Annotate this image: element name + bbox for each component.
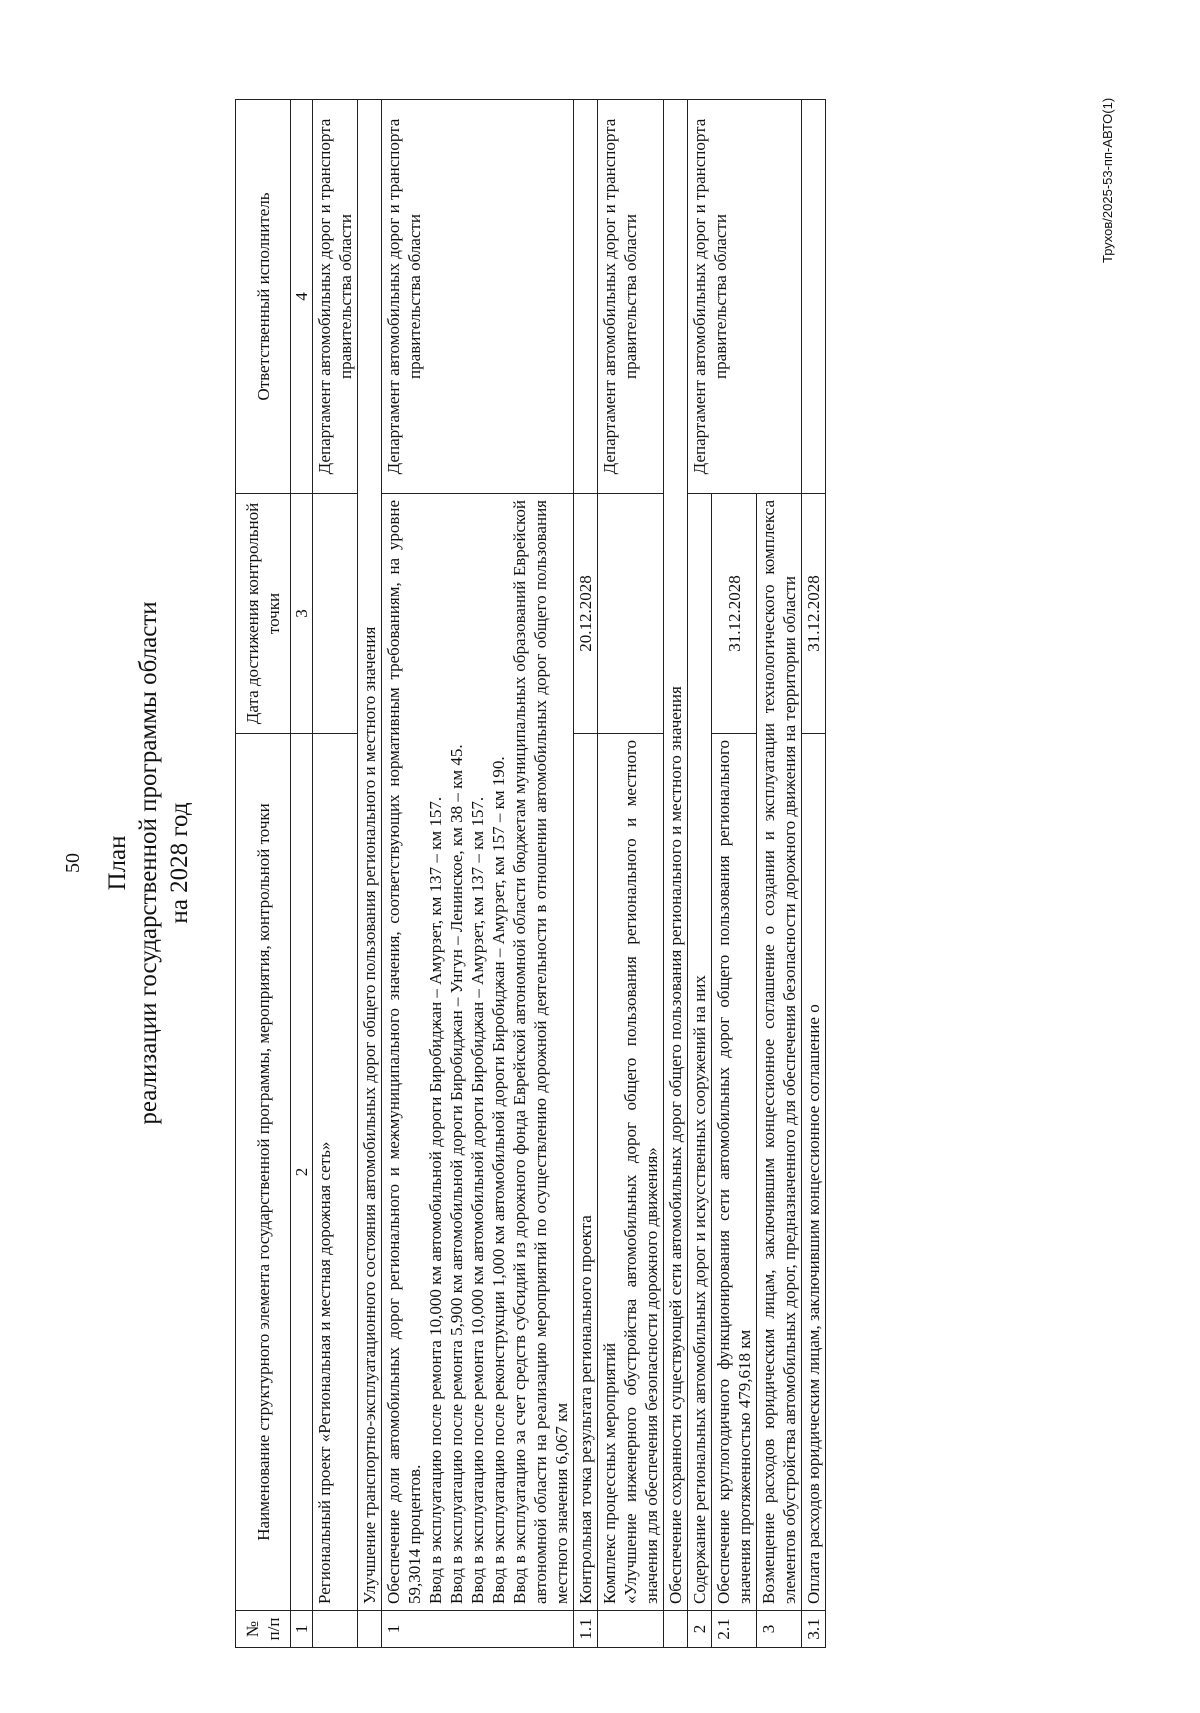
cell-empty	[313, 494, 358, 734]
row-1-1-date: 20.12.2028	[574, 494, 598, 734]
row-number: 3.1	[802, 1611, 826, 1648]
row-1-para-2: Ввод в эксплуатацию после ремонта 10,000 км автомобильной дороги Биробиджан – Амурзет, км 137 – км 157.	[426, 796, 445, 1604]
row-number: 2	[688, 1611, 712, 1648]
cell-empty	[598, 494, 664, 734]
row-3-name: Возмещение расходов юридическим лицам, заключившим концессионное соглашение о создании и эксплуатации технологического комплекса элементов обустройства автомобильных дорог, предназначенного для обеспечения безопасности дорожного движения на территории области	[757, 494, 802, 1611]
row-2-exec: Департамент автомобильных дорог и транспорта правительства области	[688, 100, 802, 494]
plan-table	[235, 99, 826, 1648]
row-1-content	[382, 494, 574, 1611]
cell-empty	[598, 1611, 664, 1648]
row-number: 3	[757, 1611, 802, 1648]
cell-empty	[802, 100, 826, 494]
row-number: 1.1	[574, 1611, 598, 1648]
title-line-1: План	[104, 835, 131, 891]
table-row-project	[313, 100, 358, 1648]
complex-exec: Департамент автомобильных дорог и транспорта правительства области	[598, 100, 664, 494]
row-1-exec: Департамент автомобильных дорог и транспорта правительства области	[382, 100, 574, 494]
cell-empty	[664, 1611, 688, 1648]
table-row-1-1	[574, 100, 598, 1648]
header-date: Дата достижения контрольной точки	[236, 494, 291, 734]
row-2-1-name: Обеспечение круглогодичного функционирования сети автомобильных дорог общего пользования регионального значения протяженностью 479,618 км	[712, 734, 757, 1611]
header-name: Наименование структурного элемента государственной программы, мероприятия, контрольной точки	[236, 734, 291, 1611]
table-row-3-1	[802, 100, 826, 1648]
project-exec: Департамент автомобильных дорог и транспорта правительства области	[313, 100, 358, 494]
row-1-1-name: Контрольная точка результата регионального проекта	[574, 734, 598, 1611]
table-row-goal1	[358, 100, 382, 1648]
row-1-para-3: Ввод в эксплуатацию после ремонта 5,900 км автомобильной дороги Биробиджан – Унгун – Ленинское, км 38 – км 45.	[447, 744, 466, 1604]
row-number: 2.1	[712, 1611, 757, 1648]
complex-name-line-2: «Улучшение инженерного обустройства автомобильных дорог общего пользования регионального и местного значения для обеспечения безопасности дорожного движения»	[621, 740, 661, 1604]
row-3-1-date: 31.12.2028	[802, 494, 826, 734]
table-row-2	[688, 100, 712, 1648]
col-number-1: 1	[291, 1611, 313, 1648]
row-3-1-name: Оплата расходов юридическим лицам, заключившим концессионное соглашение о	[802, 734, 826, 1611]
row-1-para-5: Ввод в эксплуатацию после реконструкции 1,000 км автомобильной дороги Биробиджан – Амурзет, км 157 – км 190.	[489, 756, 508, 1604]
row-number: 1	[382, 1611, 574, 1648]
col-number-2: 2	[291, 734, 313, 1611]
title-line-3: на 2028 год	[166, 802, 193, 924]
project-name: Региональный проект «Региональная и местная дорожная сеть»	[313, 734, 358, 1611]
document-footer: Трухов/2025-53-пп-АВТО(1)	[1100, 97, 1115, 263]
table-row-complex	[598, 100, 664, 1648]
goal2-text: Обеспечение сохранности существующей сети автомобильных дорог общего пользования регионального и местного значения	[664, 100, 688, 1611]
header-exec: Ответственный исполнитель	[236, 100, 291, 494]
header-num: № п/п	[236, 1611, 291, 1648]
page-title	[102, 313, 195, 1413]
table-row-1	[382, 100, 574, 1648]
row-2-name: Содержание региональных автомобильных дорог и искусственных сооружений на них	[688, 494, 712, 1611]
col-number-3: 3	[291, 494, 313, 734]
cell-empty	[358, 1611, 382, 1648]
column-number-row	[291, 100, 313, 1648]
cell-empty	[313, 1611, 358, 1648]
complex-name-line-1: Комплекс процессных мероприятий	[600, 1342, 619, 1604]
row-1-para-4: Ввод в эксплуатацию после ремонта 10,000 км автомобильной дороги Биробиджан – Амурзет, км 137 – км 157.	[468, 796, 487, 1604]
col-number-4: 4	[291, 100, 313, 494]
cell-empty	[574, 100, 598, 494]
goal1-text: Улучшение транспортно-эксплуатационного состояния автомобильных дорог общего пользования регионального и местного значения	[358, 100, 382, 1611]
header-row	[236, 100, 291, 1648]
row-1-para-1: Обеспечение доли автомобильных дорог регионального и межмуниципального значения, соответствующих нормативным требованиям, на уровне 59,3014 процентов.	[384, 500, 424, 1604]
complex-name	[598, 734, 664, 1611]
row-1-para-6: Ввод в эксплуатацию за счет средств субсидий из дорожного фонда Еврейской автономной области бюджетам муниципальных образований Еврейской автономной области на реализацию мероприятий по осуществлению дорожной деятельности в отношении автомобильных дорог общего пользования местного значения 6,067 км	[510, 500, 571, 1604]
table-row-goal2	[664, 100, 688, 1648]
page-number: 50	[62, 853, 84, 873]
row-2-1-date: 31.12.2028	[712, 494, 757, 734]
title-line-2: реализации государственной программы области	[135, 601, 162, 1125]
